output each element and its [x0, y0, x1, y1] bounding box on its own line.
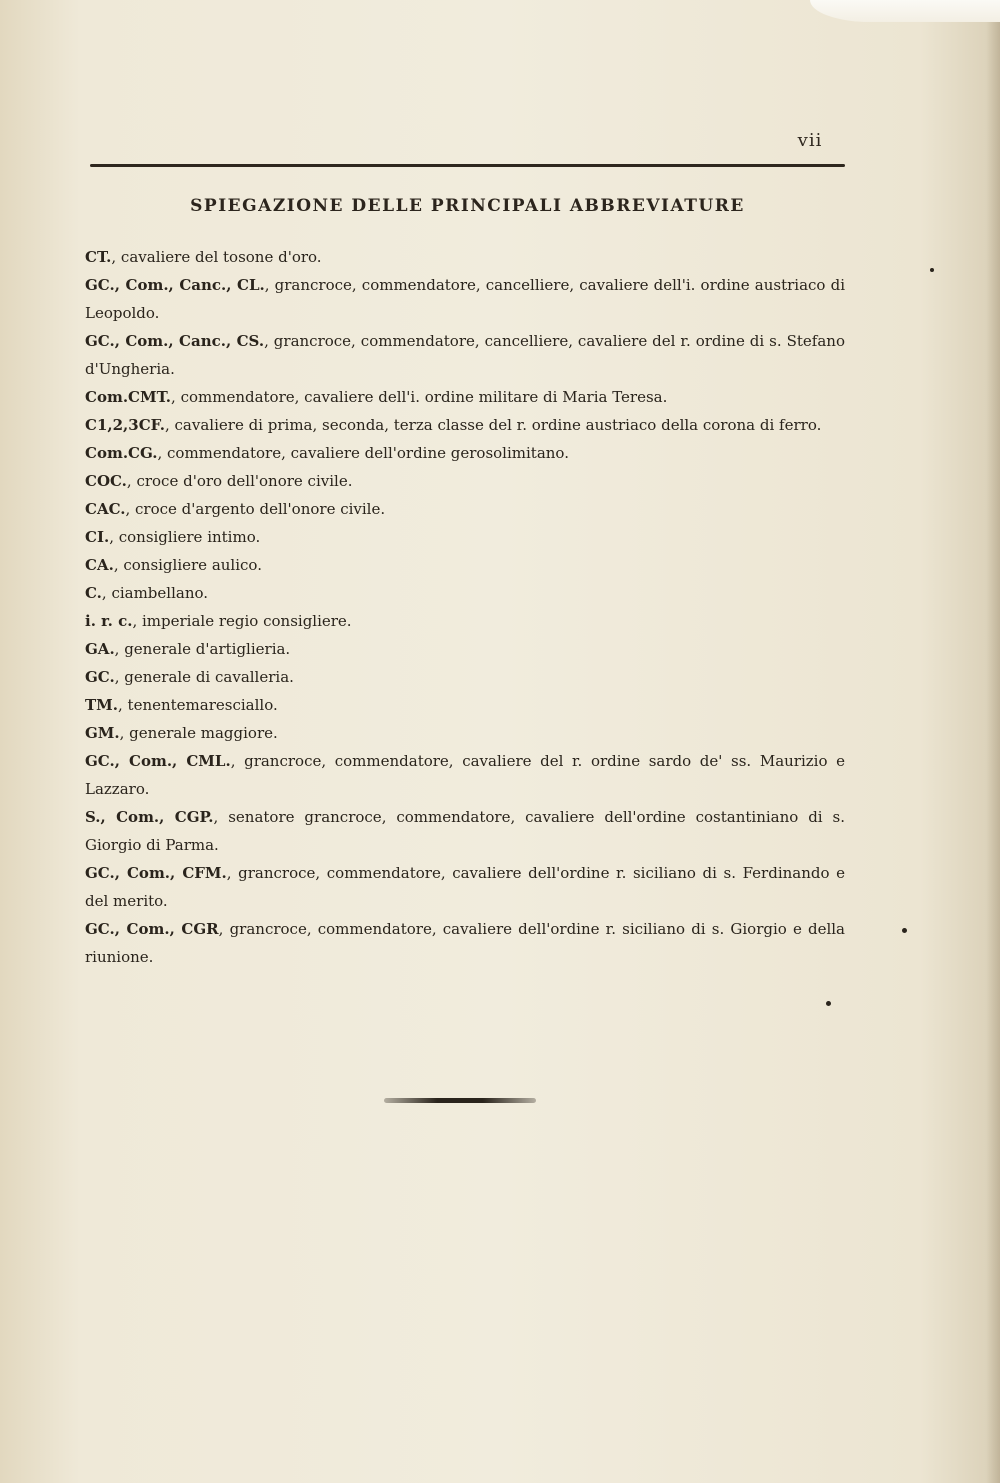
abbreviation-definition: , grancroce, commendatore, cancelliere, cavaliere dell'i. ordine austriaco di Leopoldo.: [85, 276, 845, 322]
abbreviation-definition: , tenentemaresciallo.: [118, 696, 278, 714]
top-rule: [90, 164, 845, 167]
ornamental-rule: [384, 1098, 536, 1103]
abbreviation-definition: , grancroce, commendatore, cancelliere, cavaliere del r. ordine di s. Stefano d'Ungheria.: [85, 332, 845, 378]
abbreviation-entry: [85, 271, 845, 327]
abbreviation-term: GC., Com., CFM.: [85, 864, 227, 882]
abbreviation-term: GC., Com., CML.: [85, 752, 231, 770]
abbreviation-term: Com.CG.: [85, 444, 158, 462]
abbreviation-definition: , grancroce, commendatore, cavaliere del r. ordine sardo de' ss. Maurizio e Lazzaro.: [85, 752, 846, 798]
abbreviation-list: [85, 243, 845, 971]
abbreviation-entry: [85, 579, 845, 607]
abbreviation-entry: [85, 439, 845, 467]
abbreviation-entry: [85, 551, 845, 579]
abbreviation-entry: [85, 523, 845, 551]
abbreviation-term: GC.: [85, 668, 115, 686]
abbreviation-entry: [85, 803, 845, 859]
abbreviation-entry: [85, 607, 845, 635]
abbreviation-term: C.: [85, 584, 102, 602]
ink-speck: [930, 268, 934, 272]
abbreviation-term: CI.: [85, 528, 110, 546]
abbreviation-definition: , grancroce, commendatore, cavaliere dell'ordine r. siciliano di s. Giorgio e della riunione.: [85, 920, 845, 966]
abbreviation-term: GA.: [85, 640, 115, 658]
abbreviation-term: CAC.: [85, 500, 126, 518]
abbreviation-entry: [85, 859, 845, 915]
abbreviation-term: i. r. c.: [85, 612, 133, 630]
abbreviation-term: TM.: [85, 696, 118, 714]
abbreviation-definition: , consigliere intimo.: [109, 528, 261, 546]
abbreviation-definition: , generale di cavalleria.: [114, 668, 294, 686]
page-heading: SPIEGAZIONE DELLE PRINCIPALI ABBREVIATURE: [190, 196, 745, 216]
abbreviation-entry: [85, 747, 845, 803]
abbreviation-term: CT.: [85, 248, 112, 266]
abbreviation-definition: , croce d'oro dell'onore civile.: [126, 472, 353, 490]
ink-speck: [902, 928, 907, 933]
abbreviation-definition: , commendatore, cavaliere dell'ordine gerosolimitano.: [157, 444, 569, 462]
abbreviation-entry: [85, 467, 845, 495]
abbreviation-definition: , grancroce, commendatore, cavaliere dell'ordine r. siciliano di s. Ferdinando e del merito.: [85, 864, 846, 910]
abbreviation-definition: , ciambellano.: [101, 584, 209, 602]
abbreviation-definition: , generale maggiore.: [119, 724, 278, 742]
abbreviation-term: CA.: [85, 556, 114, 574]
abbreviation-entry: [85, 691, 845, 719]
page-corner-fold: [810, 0, 1000, 22]
abbreviation-definition: , consigliere aulico.: [113, 556, 262, 574]
page-edge-shadow: [986, 0, 1000, 1483]
abbreviation-entry: [85, 719, 845, 747]
abbreviation-entry: [85, 383, 845, 411]
page-number: vii: [797, 130, 823, 151]
abbreviation-term: GC., Com., CGR: [85, 920, 219, 938]
abbreviation-entry: [85, 495, 845, 523]
abbreviation-entry: [85, 411, 845, 439]
abbreviation-entry: [85, 915, 845, 971]
abbreviation-term: Com.CMT.: [85, 388, 172, 406]
abbreviation-definition: , croce d'argento dell'onore civile.: [125, 500, 386, 518]
abbreviation-definition: , cavaliere di prima, seconda, terza classe del r. ordine austriaco della corona di ferro.: [165, 416, 822, 434]
abbreviation-definition: , imperiale regio consigliere.: [132, 612, 352, 630]
abbreviation-term: GC., Com., Canc., CL.: [85, 276, 265, 294]
ink-speck: [826, 1001, 831, 1006]
abbreviation-term: C1,2,3CF.: [85, 416, 165, 434]
abbreviation-term: GC., Com., Canc., CS.: [85, 332, 265, 350]
abbreviation-entry: [85, 663, 845, 691]
abbreviation-entry: [85, 327, 845, 383]
abbreviation-definition: , generale d'artiglieria.: [114, 640, 291, 658]
abbreviation-entry: [85, 243, 845, 271]
abbreviation-definition: , senatore grancroce, commendatore, cavaliere dell'ordine costantiniano di s. Giorgio di Parma.: [85, 808, 845, 854]
abbreviation-entry: [85, 635, 845, 663]
abbreviation-term: COC.: [85, 472, 127, 490]
abbreviation-term: GM.: [85, 724, 120, 742]
abbreviation-definition: , cavaliere del tosone d'oro.: [111, 248, 322, 266]
abbreviation-term: S., Com., CGP.: [85, 808, 214, 826]
abbreviation-definition: , commendatore, cavaliere dell'i. ordine militare di Maria Teresa.: [171, 388, 668, 406]
